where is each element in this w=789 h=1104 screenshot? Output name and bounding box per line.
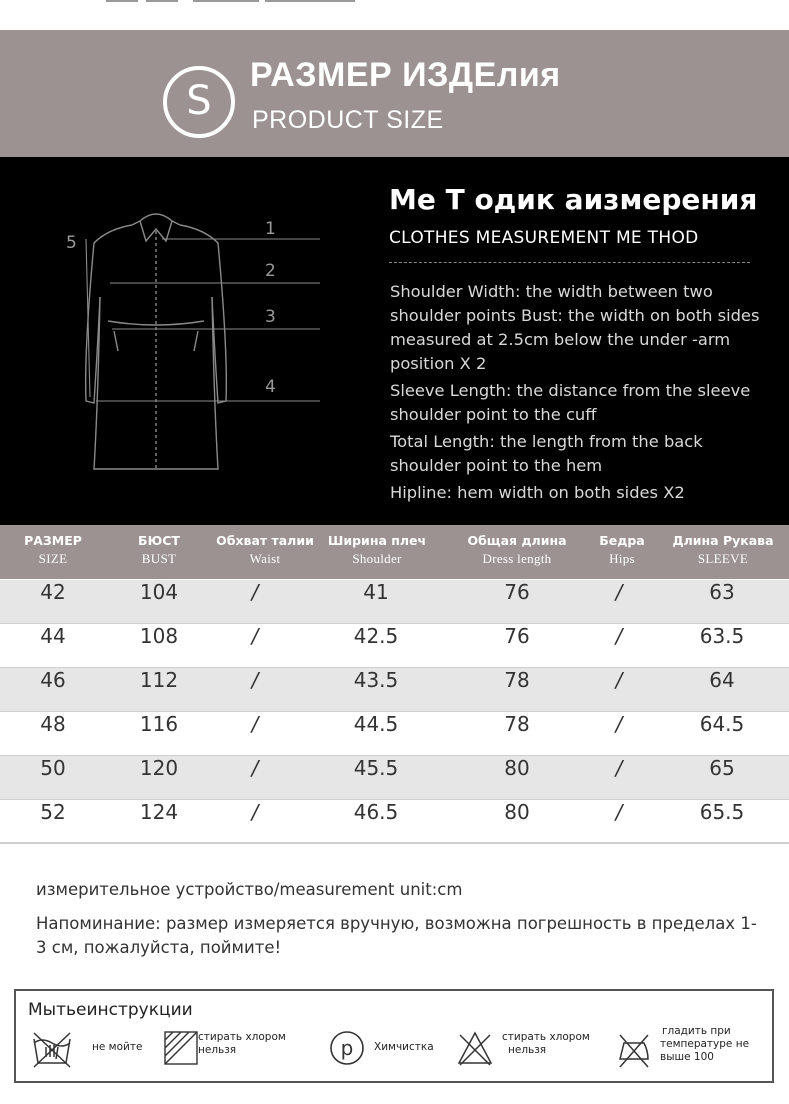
table-cell: 41 [363, 580, 389, 604]
table-cell: 48 [40, 712, 66, 736]
svg-text:p: p [340, 1036, 354, 1060]
header-ru: РАЗМЕР [24, 533, 82, 548]
header-en: SIZE [38, 551, 68, 566]
measurement-unit-text: измерительное устройство/measurement unit:cm [36, 880, 463, 899]
table-cell: / [251, 668, 259, 692]
table-row [0, 712, 789, 756]
table-cell: 44 [40, 624, 66, 648]
header-sleeve [664, 533, 782, 567]
table-cell: / [251, 624, 259, 648]
wash-label: не мойте [92, 1041, 143, 1053]
table-cell: 104 [139, 580, 179, 604]
table-cell: / [251, 756, 259, 780]
measurement-method-section [0, 157, 789, 525]
no-chlorine-icon [162, 1029, 200, 1067]
header-hips [588, 533, 656, 567]
header-en: SLEEVE [697, 551, 749, 566]
method-paragraph: Hipline: hem width on both sides X2 [390, 483, 685, 502]
diagram-label-4: 4 [265, 377, 276, 397]
table-row [0, 800, 789, 844]
table-cell: 42 [40, 580, 66, 604]
diagram-label-5: 5 [66, 233, 77, 253]
washing-instructions-box [14, 989, 774, 1083]
table-cell: 64 [709, 668, 735, 692]
table-cell: 116 [139, 712, 179, 736]
table-cell: / [615, 668, 623, 692]
header-bust [118, 533, 200, 567]
method-divider [389, 262, 750, 263]
header-en: Waist [249, 551, 281, 566]
table-cell: / [615, 580, 623, 604]
table-cell: 124 [139, 800, 179, 824]
method-subtitle: CLOTHES MEASUREMENT ME THOD [389, 228, 699, 248]
table-cell: 108 [139, 624, 179, 648]
table-cell: 43.5 [353, 668, 399, 692]
size-table-header [0, 525, 789, 579]
header-ru: Длина Рукава [672, 533, 774, 548]
wash-item-no-chlorine [162, 1025, 312, 1073]
header-size [12, 533, 94, 567]
header-ru: БЮСТ [138, 533, 180, 548]
wash-item-no-wash [30, 1025, 150, 1073]
table-row [0, 580, 789, 624]
coat-diagram [60, 201, 330, 491]
washing-title: Мытьеинструкции [28, 1000, 193, 1020]
diagram-label-1: 1 [265, 219, 276, 239]
table-cell: / [251, 580, 259, 604]
method-paragraph: Total Length: the length from the back shoulder point to the hem [390, 432, 703, 475]
banner-title: РАЗМЕР ИЗДЕлия [250, 56, 561, 94]
table-cell: 63.5 [699, 624, 745, 648]
wash-label: температуре не [660, 1038, 750, 1050]
header-ru: Бедра [599, 533, 645, 548]
wash-label: гладить при [662, 1025, 731, 1037]
header-en: BUST [141, 551, 177, 566]
diagram-label-3: 3 [265, 307, 276, 327]
method-paragraph: Sleeve Length: the distance from the sleeve shoulder point to the cuff [390, 381, 751, 424]
table-cell: 78 [504, 668, 530, 692]
table-cell: 76 [504, 624, 530, 648]
table-cell: 50 [40, 756, 66, 780]
no-wash-icon [30, 1027, 74, 1071]
table-bottom-divider [0, 842, 789, 843]
header-shoulder [325, 533, 429, 567]
method-paragraph: Shoulder Width: the width between two shoulder points Bust: the width on both sides measured at 2.5cm below the under -arm position X 2 [390, 282, 760, 373]
row-divider [0, 843, 789, 844]
table-cell: 63 [709, 580, 735, 604]
product-size-banner [0, 30, 789, 157]
table-cell: 80 [504, 800, 530, 824]
header-ru: Общая длина [467, 533, 567, 548]
iron-low-icon [614, 1029, 654, 1069]
header-ru: Обхват талии [216, 533, 314, 548]
banner-subtitle: PRODUCT SIZE [252, 106, 444, 134]
header-dress-length [452, 533, 582, 567]
table-cell: 120 [139, 756, 179, 780]
table-row [0, 624, 789, 668]
table-cell: / [615, 712, 623, 736]
method-title: Ме Т одик аизмерения [389, 183, 758, 216]
header-en: Shoulder [352, 551, 402, 566]
wash-label: нельзя [508, 1044, 547, 1056]
table-cell: 65.5 [699, 800, 745, 824]
header-waist [205, 533, 325, 567]
wash-label: нельзя [198, 1044, 237, 1056]
table-row [0, 756, 789, 800]
table-cell: 65 [709, 756, 735, 780]
dry-clean-p-icon [328, 1029, 366, 1067]
header-ru: Ширина плеч [327, 533, 427, 548]
wash-item-iron [614, 1025, 774, 1073]
table-cell: 46.5 [353, 800, 399, 824]
method-description [390, 280, 770, 508]
table-cell: 112 [139, 668, 179, 692]
table-cell: 46 [40, 668, 66, 692]
table-cell: 76 [504, 580, 530, 604]
wash-label: стирать хлором [502, 1031, 590, 1043]
table-cell: 45.5 [353, 756, 399, 780]
table-cell: 42.5 [353, 624, 399, 648]
table-cell: / [615, 624, 623, 648]
table-cell: 52 [40, 800, 66, 824]
table-cell: 64.5 [699, 712, 745, 736]
wash-item-no-bleach [456, 1025, 606, 1073]
table-cell: / [615, 800, 623, 824]
header-en: Dress length [482, 551, 552, 566]
top-fragment-strip [0, 0, 789, 30]
header-en: Hips [609, 551, 635, 566]
wash-label: выше 100 [660, 1051, 714, 1063]
reminder-note: Напоминание: размер измеряется вручную, возможна погрешность в пределах 1-3 см, пожалуйста, поймите! [36, 914, 757, 957]
table-row [0, 668, 789, 712]
table-cell: / [615, 756, 623, 780]
table-cell: 80 [504, 756, 530, 780]
no-bleach-icon [456, 1029, 494, 1067]
wash-label: Химчистка [374, 1041, 434, 1053]
wash-item-dry-clean [328, 1025, 448, 1073]
table-cell: 78 [504, 712, 530, 736]
size-s-icon: S [163, 66, 235, 138]
table-cell: 44.5 [353, 712, 399, 736]
table-cell: / [251, 712, 259, 736]
diagram-label-2: 2 [265, 261, 276, 281]
table-cell: / [251, 800, 259, 824]
wash-label: стирать хлором [198, 1031, 286, 1043]
